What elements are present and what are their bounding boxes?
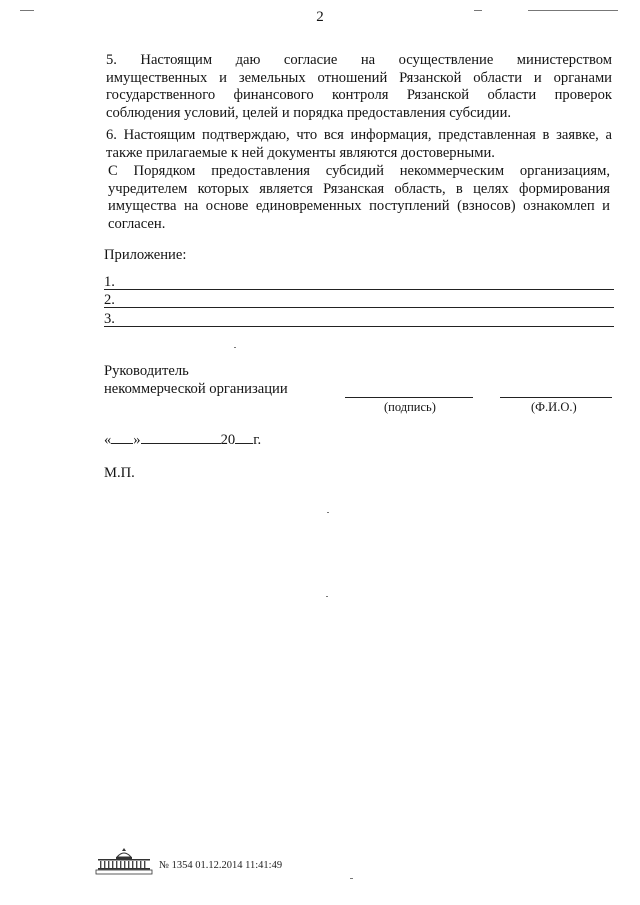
- scan-speck: [20, 10, 34, 11]
- scan-speck: [327, 512, 329, 513]
- scan-speck: [234, 347, 236, 348]
- scan-speck: [474, 10, 482, 11]
- scan-speck: [350, 878, 353, 879]
- name-caption: (Ф.И.О.): [531, 400, 577, 414]
- appendix-item-number: 2.: [104, 292, 115, 308]
- scan-speck: [326, 596, 328, 597]
- appendix-item-2: [104, 291, 614, 309]
- text-line: согласен.: [108, 215, 166, 232]
- appendix-item-number: 3.: [104, 311, 115, 327]
- year-blank: [235, 431, 253, 444]
- appendix-item-3: [104, 310, 614, 328]
- registration-number: 1354: [171, 860, 193, 871]
- year-prefix: 20: [220, 432, 236, 448]
- registration-stamp-text: [159, 860, 282, 871]
- name-line: [500, 397, 612, 398]
- appendix-title: Приложение:: [104, 247, 187, 263]
- date-close-quote: »: [133, 432, 141, 448]
- appendix-line: [104, 307, 614, 308]
- page-number: 2: [316, 9, 324, 25]
- scan-speck: [528, 10, 618, 11]
- signer-title: [104, 362, 288, 398]
- signer-role-line-2: некоммерческой организации: [104, 381, 288, 397]
- signer-role-line-1: Руководитель: [104, 363, 189, 379]
- stamp-place-label: М.П.: [104, 465, 135, 481]
- text-line: учредителем которых является Рязанская область, в целях формирования: [108, 180, 610, 197]
- appendix-item-number: 1.: [104, 274, 115, 290]
- appendix-line: [104, 326, 614, 327]
- appendix-item-1: [104, 273, 614, 291]
- text-line: 5. Настоящим даю согласие на осуществление министерством: [106, 52, 612, 68]
- appendix-line: [104, 289, 614, 290]
- text-line: соблюдения условий, целей и порядка предоставления субсидии.: [106, 104, 512, 121]
- text-line: имущества на основе единовременных поступлений (взносов) ознакомлеп и: [108, 198, 610, 214]
- month-blank: [141, 431, 221, 444]
- registration-datetime: 01.12.2014 11:41:49: [195, 860, 283, 871]
- text-line: С Порядком предоставления субсидий некоммерческим организациям,: [108, 163, 610, 179]
- number-sign: №: [159, 860, 170, 871]
- date-open-quote: «: [104, 432, 112, 448]
- signature-caption: (подпись): [384, 400, 436, 414]
- date-line: [104, 431, 261, 449]
- text-line: имущественных и земельных отношений Рязанской области и органами: [106, 69, 612, 86]
- text-line: государственного финансового контроля Рязанской области проверок: [106, 87, 612, 103]
- consent-paragraph-6: [106, 127, 612, 162]
- registration-footer: [95, 848, 325, 878]
- text-line: также прилагаемые к ней документы являются достоверными.: [106, 144, 495, 161]
- signature-line: [345, 397, 473, 398]
- government-building-logo-icon: [95, 848, 153, 876]
- text-line: 6. Настоящим подтверждаю, что вся информация, представленная в заявке, а: [106, 127, 612, 143]
- day-blank: [111, 431, 133, 444]
- consent-paragraph-7: [108, 163, 610, 233]
- year-suffix: г.: [253, 432, 262, 448]
- consent-paragraph-5: [106, 52, 612, 122]
